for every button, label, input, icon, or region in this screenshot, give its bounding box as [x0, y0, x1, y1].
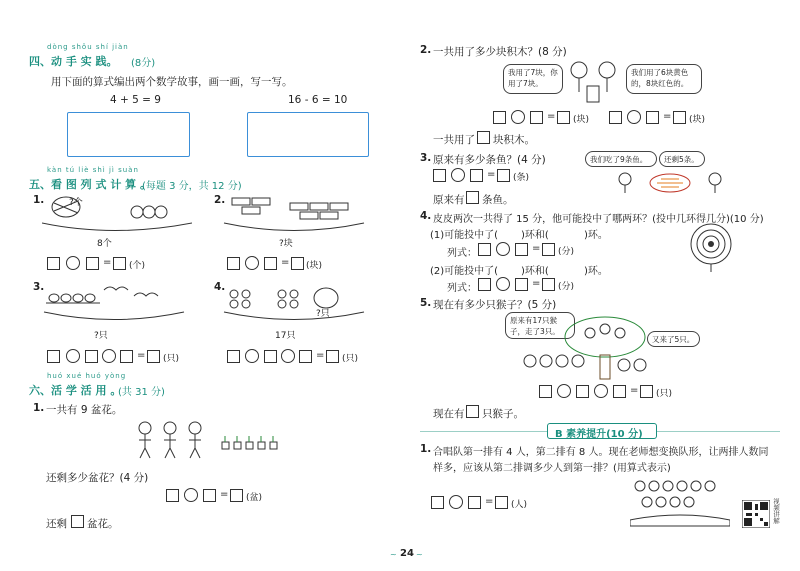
bricks-illustration	[222, 193, 372, 241]
sec6-q1-number: 1.	[33, 402, 45, 414]
r-q2-answer-post: 块积木。	[493, 134, 535, 146]
answer-box[interactable]	[326, 350, 339, 363]
r-q5-text: 现在有多少只猴子？(5 分)	[433, 299, 557, 311]
r-bq1-unit: (人)	[511, 500, 528, 510]
equals-sign: =	[487, 169, 496, 180]
sec4-instruction: 用下面的算式编出两个数学故事，画一画，写一写。	[51, 76, 293, 88]
operator-circle[interactable]	[66, 256, 80, 270]
answer-box[interactable]	[478, 278, 491, 291]
operator-circle[interactable]	[449, 495, 463, 509]
r-q4-line1-c: )环。	[584, 230, 608, 241]
operator-circle[interactable]	[594, 384, 608, 398]
choir-group-illustration	[630, 476, 730, 528]
answer-box[interactable]	[493, 111, 506, 124]
r-q4-unit-2: (分)	[558, 282, 575, 292]
answer-box[interactable]	[477, 131, 490, 144]
answer-box[interactable]	[203, 489, 216, 502]
r-q4-line2-a: (2)可能投中了(	[430, 266, 499, 277]
r-q3-answer-post: 条鱼。	[482, 194, 514, 206]
r-q2-text: 一共用了多少块积木？(8 分)	[433, 46, 567, 58]
answer-box[interactable]	[466, 405, 479, 418]
operator-circle[interactable]	[511, 110, 525, 124]
r-bq1-line2: 样多，应该从第二排调多少人到第一排？(用算式表示)	[433, 463, 671, 474]
sec5-q3-number: 3.	[33, 281, 45, 293]
equals-sign: =	[281, 257, 290, 268]
sec5-score: (每题 3 分，共 12 分)	[142, 181, 242, 192]
answer-box[interactable]	[470, 169, 483, 182]
answer-box[interactable]	[71, 515, 84, 528]
sec5-q2-number: 2.	[214, 194, 226, 206]
page-number: 24	[400, 548, 414, 559]
sec6-q1-unit: (盆)	[246, 493, 263, 503]
r-q5-speech-bubble-1: 原来有17只猴子，走了3只。	[505, 312, 575, 339]
section-b-title: B 素养提升(10 分)	[555, 429, 643, 440]
answer-box[interactable]	[85, 350, 98, 363]
equals-sign: =	[532, 243, 541, 254]
sec6-q1-text: 一共有 9 盆花。	[46, 404, 123, 416]
r-q5-unit: (只)	[656, 389, 673, 399]
r-q3-unit: (条)	[513, 173, 530, 183]
answer-box[interactable]	[515, 243, 528, 256]
birds-illustration	[42, 282, 192, 330]
sec5-title: 五、看 图 列 式 计 算 。	[29, 178, 151, 191]
sec4-title: 四、动 手 实 践。	[29, 55, 118, 68]
r-q4-unit-1: (分)	[558, 247, 575, 257]
cats-and-fish-plate-illustration	[615, 167, 730, 195]
answer-box[interactable]	[515, 278, 528, 291]
sec4-equation-2: 16 - 6 = 10	[288, 94, 348, 106]
r-q4-line2-c: )环。	[584, 266, 608, 277]
sec5-pinyin: kàn tú liè shì jì suàn	[47, 166, 139, 174]
sec6-pinyin: huó xué huó yòng	[47, 372, 127, 380]
answer-box[interactable]	[613, 385, 626, 398]
equals-sign: =	[547, 111, 556, 122]
answer-box[interactable]	[86, 257, 99, 270]
equals-sign: =	[663, 111, 672, 122]
r-q3-text: 原来有多少条鱼？(4 分)	[433, 154, 546, 166]
r-q2-speech-bubble-1: 我用了7块，你用了7块。	[503, 64, 563, 94]
answer-box[interactable]	[576, 385, 589, 398]
answer-box[interactable]	[264, 350, 277, 363]
equals-sign: =	[103, 257, 112, 268]
answer-box[interactable]	[264, 257, 277, 270]
operator-circle[interactable]	[451, 168, 465, 182]
kids-carrying-flowers-illustration	[130, 418, 310, 462]
answer-box[interactable]	[291, 257, 304, 270]
sec6-q1-question: 还剩多少盆花？(4 分)	[46, 472, 149, 484]
answer-box[interactable]	[466, 191, 479, 204]
sec5-q1-top-label: ?个	[69, 198, 83, 208]
sec5-q4-tag: ?只	[316, 309, 330, 319]
answer-box[interactable]	[299, 350, 312, 363]
r-q4-formula-label-2: 列式：	[447, 283, 477, 294]
sec5-q2-unit: (块)	[306, 261, 323, 271]
basket-fruit-illustration	[42, 193, 192, 241]
r-q4-line1-b: )环和(	[521, 230, 549, 241]
sec4-pinyin: dòng shǒu shí jiàn	[47, 43, 129, 51]
operator-circle[interactable]	[245, 256, 259, 270]
monkeys-in-tree-illustration	[520, 315, 650, 381]
r-bq1-number: 1.	[420, 443, 432, 455]
answer-box[interactable]	[542, 243, 555, 256]
answer-box[interactable]	[227, 257, 240, 270]
sec5-q4-unit: (只)	[342, 354, 359, 364]
r-q3-speech-bubble-1: 我们吃了9条鱼。	[585, 151, 657, 167]
r-q2-unit-1: (块)	[573, 115, 590, 125]
answer-box[interactable]	[495, 496, 508, 509]
sec4-score: (8分)	[131, 58, 156, 69]
r-q4-line1-a: (1)可能投中了(	[430, 230, 499, 241]
equals-sign: =	[630, 385, 639, 396]
answer-box[interactable]	[147, 350, 160, 363]
r-q4-formula-label-1: 列式：	[447, 248, 477, 259]
sec5-q1-number: 1.	[33, 194, 45, 206]
story-draw-box-1[interactable]	[67, 112, 190, 157]
r-q2-unit-2: (块)	[689, 115, 706, 125]
answer-box[interactable]	[640, 385, 653, 398]
operator-circle[interactable]	[496, 242, 510, 256]
operator-circle[interactable]	[627, 110, 641, 124]
sec6-score: (共 31 分)	[118, 387, 165, 398]
two-kids-building-blocks-illustration	[567, 60, 623, 106]
r-q5-answer-pre: 现在有	[433, 408, 465, 420]
operator-circle[interactable]	[496, 277, 510, 291]
story-draw-box-2[interactable]	[247, 112, 369, 157]
answer-box[interactable]	[542, 278, 555, 291]
equals-sign: =	[532, 278, 541, 289]
answer-box[interactable]	[609, 111, 622, 124]
sec5-q2-bottom-label: ?块	[279, 239, 293, 249]
page-number-ornament-right: ~	[416, 550, 423, 559]
sec5-q4-bottom-label: 17只	[275, 331, 296, 341]
answer-box[interactable]	[478, 243, 491, 256]
sec5-q3-unit: (只)	[163, 354, 180, 364]
answer-box[interactable]	[47, 350, 60, 363]
r-q4-number: 4.	[420, 210, 432, 222]
answer-box[interactable]	[673, 111, 686, 124]
r-q5-number: 5.	[420, 297, 432, 309]
r-q4-line2-b: )环和(	[521, 266, 549, 277]
operator-circle[interactable]	[66, 349, 80, 363]
r-q2-number: 2.	[420, 44, 432, 56]
r-q3-answer-pre: 原来有	[433, 194, 465, 206]
dartboard-target-icon	[688, 222, 734, 274]
r-q3-speech-bubble-2: 还剩5条。	[659, 151, 705, 167]
answer-box[interactable]	[431, 496, 444, 509]
r-q2-answer-pre: 一共用了	[433, 134, 475, 146]
equals-sign: =	[220, 489, 229, 500]
answer-box[interactable]	[113, 257, 126, 270]
r-q3-number: 3.	[420, 152, 432, 164]
sec5-q4-number: 4.	[214, 281, 226, 293]
sec4-equation-1: 4 + 5 = 9	[110, 94, 161, 106]
operator-circle[interactable]	[245, 349, 259, 363]
answer-box[interactable]	[497, 169, 510, 182]
operator-circle[interactable]	[102, 349, 116, 363]
r-bq1-line1: 合唱队第一排有 4 人，第二排有 8 人。现在老师想变换队形，让两排人数同	[433, 447, 769, 458]
equals-sign: =	[316, 350, 325, 361]
bees-illustration	[222, 282, 372, 330]
operator-circle[interactable]	[184, 488, 198, 502]
answer-box[interactable]	[47, 257, 60, 270]
sec6-q1-answer-pre: 还剩	[46, 518, 67, 530]
answer-box[interactable]	[530, 111, 543, 124]
r-q4-text: 皮皮两次一共得了 15 分，他可能投中了哪两环？(投中几环得几分)(10 分)	[433, 214, 764, 225]
r-q2-speech-bubble-2: 我们用了6块黄色的，8块红色的。	[626, 64, 702, 94]
answer-box[interactable]	[227, 350, 240, 363]
answer-box[interactable]	[557, 111, 570, 124]
sec5-q1-unit: (个)	[129, 261, 146, 271]
equals-sign: =	[485, 496, 494, 507]
sec6-q1-answer-post: 盆花。	[87, 518, 119, 530]
answer-box[interactable]	[433, 169, 446, 182]
answer-box[interactable]	[120, 350, 133, 363]
sec5-q1-bottom-label: 8个	[97, 239, 112, 249]
answer-box[interactable]	[539, 385, 552, 398]
page-number-ornament-left: ~	[390, 550, 397, 559]
qr-code-icon[interactable]	[742, 500, 770, 528]
r-q5-speech-bubble-2: 又来了5只。	[647, 331, 700, 347]
operator-circle[interactable]	[557, 384, 571, 398]
sec5-q3-bottom-label: ?只	[94, 331, 108, 341]
answer-box[interactable]	[230, 489, 243, 502]
sec6-title: 六、活 学 活 用 。	[29, 384, 122, 397]
equals-sign: =	[137, 350, 146, 361]
answer-box[interactable]	[166, 489, 179, 502]
answer-box[interactable]	[468, 496, 481, 509]
operator-circle[interactable]	[281, 349, 295, 363]
qr-caption: 视频讲解	[772, 498, 780, 524]
answer-box[interactable]	[646, 111, 659, 124]
r-q5-answer-post: 只猴子。	[482, 408, 524, 420]
